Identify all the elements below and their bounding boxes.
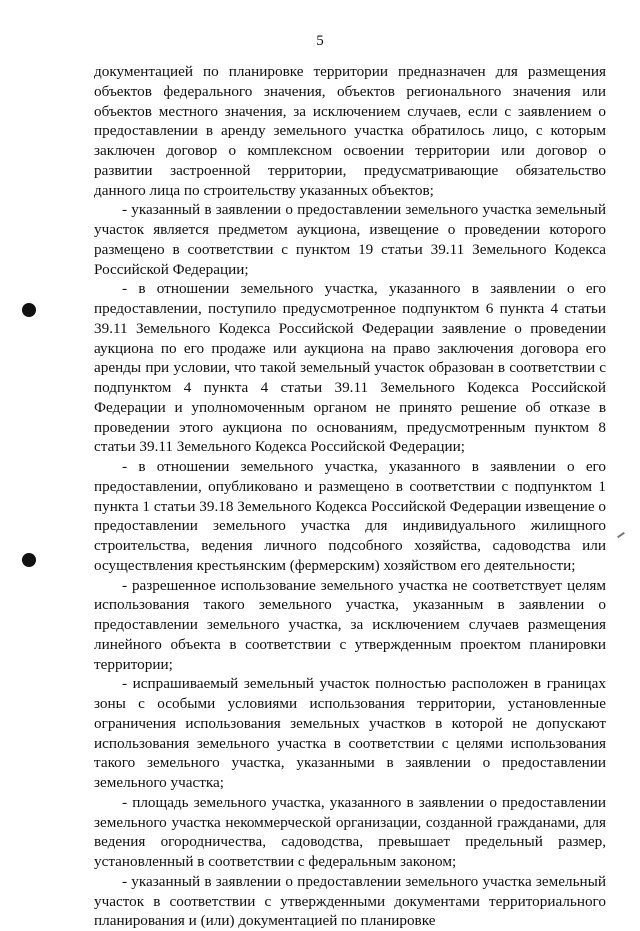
paragraph-area-exceeds: - площадь земельного участка, указанного в заявлении о предоставлении земельного участка некоммерческой организации, созданной гражданами, для ведения огородничества, садоводства, превышает предельный размер, установленный в соответствии с федеральным законом;	[94, 793, 606, 870]
punch-hole-top	[22, 303, 36, 317]
punch-hole-bottom	[22, 553, 36, 567]
paragraph-continuation: документацией по планировке территории предназначен для размещения объектов федерального значения, объектов регионального значения или объектов местного значения, за исключением случаев, если с заявлением о предоставлении в аренду земельного участка обратилось лицо, с которым заключен договор о комплексном освоении территории или договор о развитии застроенной территории, предусматривающие обязательство данного лица по строительству указанных объектов;	[94, 63, 606, 199]
paragraph-planning-documents: - указанный в заявлении о предоставлении земельного участка земельный участок в соответствии с утвержденными документами территориального планирования и (или) документацией по планировке	[94, 872, 606, 930]
margin-mark	[617, 532, 625, 538]
page-number: 5	[316, 33, 324, 49]
paragraph-auction-application: - в отношении земельного участка, указанного в заявлении о его предоставлении, поступило предусмотренное подпунктом 6 пункта 4 статьи 39.11 Земельного Кодекса Российской Федерации заявление о проведении аукциона по его продаже или аукциона на право заключения договора его аренды при условии, что такой земельный участок образован в соответствии с подпунктом 4 пункта 4 статьи 39.11 Земельного Кодекса Российской Федерации и уполномоченным органом не принято решение об отказе в проведении этого аукциона по основаниям, предусмотренным пунктом 8 статьи 39.11 Земельного Кодекса Российской Федерации;	[94, 280, 606, 456]
paragraph-permitted-use: - разрешенное использование земельного участка не соответствует целям использования такого земельного участка, указанным в заявлении о предоставлении земельного участка, за исключением случаев размещения линейного объекта в соответствии с утвержденным проектом планировки территории;	[94, 576, 606, 673]
paragraph-special-zone: - испрашиваемый земельный участок полностью расположен в границах зоны с особыми условиями использования территории, установленные ограничения использования земельных участков в которой не допускают использования земельного участка в соответствии с целями использования такого земельного участка, указанными в заявлении о предоставлении земельного участка;	[94, 675, 606, 791]
paragraph-auction-subject: - указанный в заявлении о предоставлении земельного участка земельный участок является предметом аукциона, извещение о проведении которого размещено в соответствии с пунктом 19 статьи 39.11 Земельного Кодекса Российской Федерации;	[94, 201, 606, 278]
document-body	[94, 62, 606, 931]
paragraph-published-notice: - в отношении земельного участка, указанного в заявлении о его предоставлении, опубликовано и размещено в соответствии с подпунктом 1 пункта 1 статьи 39.18 Земельного Кодекса Российской Федерации извещение о предоставлении земельного участка для индивидуального жилищного строительства, ведения личного подсобного хозяйства, садоводства или осуществления крестьянским (фермерским) хозяйством его деятельности;	[94, 458, 606, 574]
